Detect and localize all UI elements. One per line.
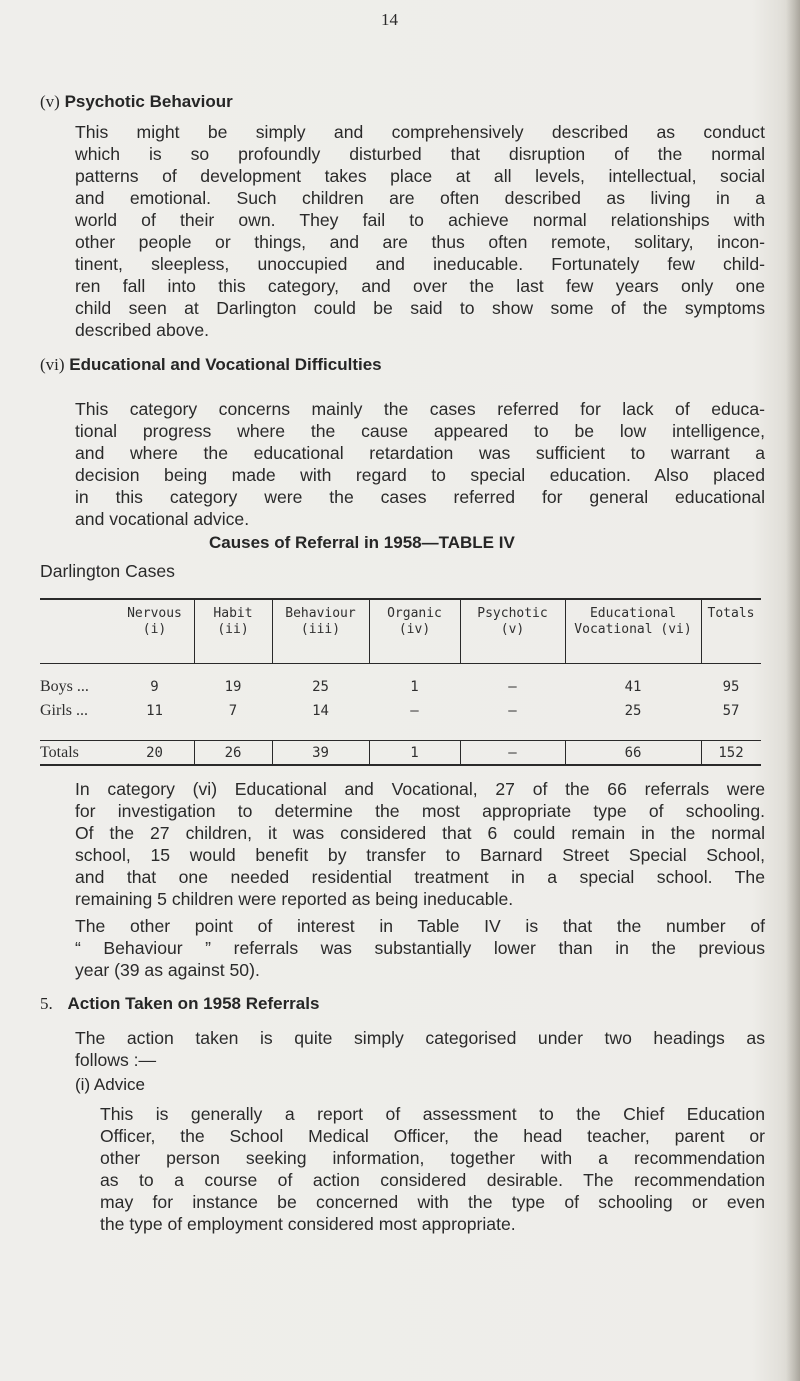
column-number: (iv) bbox=[398, 622, 431, 637]
girls-row-cell: 14 bbox=[312, 703, 329, 719]
referral-table bbox=[40, 598, 761, 787]
text-line: which is so profoundly disturbed that disruption of the normal bbox=[75, 144, 765, 164]
boys-row-cell: 9 bbox=[150, 679, 159, 695]
text-line: “ Behaviour ” referrals was substantially lower than in the previous bbox=[75, 938, 765, 958]
column-number: (i) bbox=[142, 622, 167, 637]
column-number: (ii) bbox=[217, 622, 249, 637]
page-edge-shadow bbox=[786, 0, 800, 1381]
table-column-header bbox=[565, 606, 701, 638]
column-name: Educational bbox=[589, 606, 677, 621]
girls-row-cell: 57 bbox=[722, 703, 740, 719]
section-5-i-heading bbox=[75, 1075, 145, 1095]
text-line: as to a course of action considered desirable. The recommendation bbox=[100, 1170, 765, 1190]
table-column-header bbox=[194, 606, 272, 638]
section-5-title: Action Taken on 1958 Referrals bbox=[67, 994, 320, 1013]
text-line: and where the educational retardation was sufficient to warrant a bbox=[75, 443, 765, 463]
text-line: follows :— bbox=[75, 1050, 157, 1070]
section-5-body bbox=[75, 1027, 765, 1071]
text-line: for investigation to determine the most appropriate type of schooling. bbox=[75, 801, 765, 821]
boys-row-cell: 1 bbox=[410, 679, 419, 695]
section-v-body bbox=[75, 121, 765, 341]
section-5-number: 5. bbox=[40, 994, 53, 1013]
text-line: child seen at Darlington could be said to show some of the symptoms bbox=[75, 298, 765, 318]
text-line: ren fall into this category, and over the last few years only one bbox=[75, 276, 765, 296]
table-rule-body bbox=[40, 740, 761, 741]
column-name: Nervous bbox=[127, 606, 182, 621]
girls-row-cell: 25 bbox=[624, 703, 642, 719]
girls-row-cell: — bbox=[508, 703, 517, 719]
boys-row-cell: 19 bbox=[224, 679, 242, 695]
text-line: may for instance be concerned with the type of schooling or even bbox=[100, 1192, 765, 1212]
girls-row-cell: 11 bbox=[146, 703, 163, 719]
totals-row-cell: 26 bbox=[224, 745, 242, 761]
section-v-title: Psychotic Behaviour bbox=[64, 92, 233, 111]
table-column-header bbox=[369, 606, 460, 638]
column-number: (iii) bbox=[300, 622, 341, 637]
section-vi-number: (vi) bbox=[40, 355, 65, 374]
totals-row-cell: 66 bbox=[624, 745, 642, 761]
table-subtitle: Darlington Cases bbox=[40, 561, 175, 581]
section-5-i-title: Advice bbox=[93, 1075, 145, 1094]
column-number: (v) bbox=[500, 622, 525, 637]
text-line: other people or things, and are thus often remote, solitary, incon- bbox=[75, 232, 765, 252]
text-line: This might be simply and comprehensively described as conduct bbox=[75, 122, 765, 142]
table-rule-header bbox=[40, 663, 761, 664]
table-rule-bottom bbox=[40, 764, 761, 766]
table-column-header bbox=[115, 606, 194, 638]
section-5-i-number: (i) bbox=[75, 1075, 91, 1094]
text-line: in this category were the cases referred for general educational bbox=[75, 487, 765, 507]
column-name: Habit bbox=[213, 606, 253, 621]
section-vi-heading bbox=[40, 355, 382, 375]
text-line: and emotional. Such children are often described as living in a bbox=[75, 188, 765, 208]
column-name: Totals bbox=[707, 606, 755, 621]
girls-row-label: Girls ... bbox=[40, 702, 88, 719]
section-vi-title: Educational and Vocational Difficulties bbox=[69, 355, 382, 374]
text-line: In category (vi) Educational and Vocational, 27 of the 66 referrals were bbox=[75, 779, 765, 799]
text-line: and that one needed residential treatment in a special school. The bbox=[75, 867, 765, 887]
section-vi-body bbox=[75, 398, 765, 530]
totals-row-cell: — bbox=[508, 745, 517, 761]
totals-row-cell: 20 bbox=[146, 745, 163, 761]
girls-row-cell: 7 bbox=[228, 703, 238, 719]
text-line: the type of employment considered most appropriate. bbox=[100, 1214, 516, 1234]
text-line: remaining 5 children were reported as being ineducable. bbox=[75, 889, 514, 909]
table-column-header bbox=[272, 606, 369, 638]
text-line: tinent, sleepless, unoccupied and ineducable. Fortunately few child- bbox=[75, 254, 765, 274]
text-line: Officer, the School Medical Officer, the head teacher, parent or bbox=[100, 1126, 765, 1146]
table-column-header bbox=[701, 606, 761, 622]
totals-row-cell: 152 bbox=[718, 745, 744, 761]
category-vi-paragraph bbox=[75, 778, 765, 910]
section-5-heading bbox=[40, 994, 319, 1014]
text-line: year (39 as against 50). bbox=[75, 960, 260, 980]
text-line: tional progress where the cause appeared to be low intelligence, bbox=[75, 421, 765, 441]
text-line: decision being made with regard to special education. Also placed bbox=[75, 465, 765, 485]
section-v-number: (v) bbox=[40, 92, 60, 111]
text-line: This category concerns mainly the cases referred for lack of educa- bbox=[75, 399, 765, 419]
table-rule-top bbox=[40, 598, 761, 600]
column-number: Vocational (vi) bbox=[574, 622, 692, 637]
table-title: Causes of Referral in 1958—TABLE IV bbox=[209, 533, 515, 552]
boys-row-cell: 41 bbox=[624, 679, 642, 695]
boys-row-cell: — bbox=[508, 679, 517, 695]
column-name: Behaviour bbox=[285, 606, 356, 621]
text-line: Of the 27 children, it was considered that 6 could remain in the normal bbox=[75, 823, 765, 843]
text-line: world of their own. They fail to achieve normal relationships with bbox=[75, 210, 765, 230]
boys-row-cell: 25 bbox=[312, 679, 329, 695]
boys-row-label: Boys ... bbox=[40, 678, 89, 695]
section-v-heading bbox=[40, 92, 233, 112]
text-line: The other point of interest in Table IV is that the number of bbox=[75, 916, 765, 936]
girls-row-cell: — bbox=[410, 703, 419, 719]
text-line: This is generally a report of assessment to the Chief Education bbox=[100, 1104, 765, 1124]
text-line: other person seeking information, together with a recommendation bbox=[100, 1148, 765, 1168]
text-line: patterns of development takes place at all levels, intellectual, social bbox=[75, 166, 765, 186]
text-line: The action taken is quite simply categorised under two headings as bbox=[75, 1028, 765, 1048]
behaviour-paragraph bbox=[75, 915, 765, 981]
table-column-header bbox=[460, 606, 565, 638]
text-line: described above. bbox=[75, 320, 209, 340]
page-number: 14 bbox=[381, 10, 398, 29]
totals-row-label: Totals bbox=[40, 744, 79, 761]
totals-row-cell: 39 bbox=[312, 745, 329, 761]
boys-row-cell: 95 bbox=[722, 679, 740, 695]
text-line: school, 15 would benefit by transfer to Barnard Street Special School, bbox=[75, 845, 765, 865]
text-line: and vocational advice. bbox=[75, 509, 250, 529]
column-name: Psychotic bbox=[477, 606, 548, 621]
column-name: Organic bbox=[387, 606, 442, 621]
totals-row-cell: 1 bbox=[410, 745, 419, 761]
section-5-i-body bbox=[100, 1103, 765, 1235]
